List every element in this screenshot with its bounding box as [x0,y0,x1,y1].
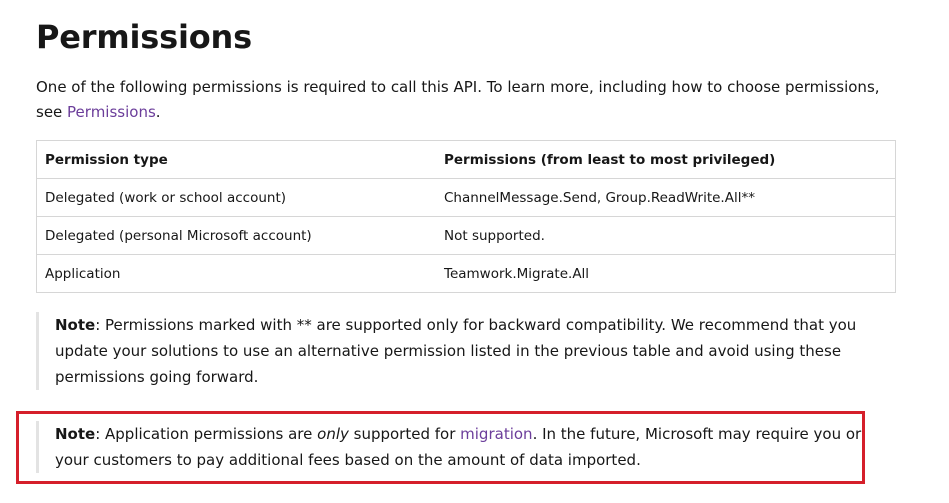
intro-period: . [155,103,161,121]
page-heading: Permissions [36,18,252,56]
note-emphasis: only [317,425,349,443]
intro-text: One of the following permissions is required to call this API. To learn more, including how to choose permissions, see [36,78,880,121]
note-text-middle: supported for [348,425,461,443]
cell-permissions: Not supported. [436,217,896,255]
table-row [37,255,896,293]
permissions-table [36,140,896,293]
cell-permission-type: Delegated (personal Microsoft account) [37,217,437,255]
table-row [37,179,896,217]
cell-permissions: ChannelMessage.Send, Group.ReadWrite.All** [436,179,896,217]
table-row [37,217,896,255]
highlight-box [16,411,865,484]
migration-link[interactable]: migration [460,425,533,443]
note-text-after: . In the future, Microsoft may require you or your customers to pay additional fees based on the amount of data imported. [55,425,862,469]
note-label: Note [55,425,96,443]
intro-paragraph [36,75,896,125]
note-text: : Permissions marked with ** are supported only for backward compatibility. We recommend that you update your solutions to use an alternative permission listed in the previous table and avoid using these permissions going forward. [55,316,857,386]
cell-permission-type: Application [37,255,437,293]
note-backward-compatibility [36,312,893,390]
note-text-before: : Application permissions are [95,425,318,443]
cell-permissions: Teamwork.Migrate.All [436,255,896,293]
header-permission-type: Permission type [37,141,437,179]
table-header-row [37,141,896,179]
cell-permission-type: Delegated (work or school account) [37,179,437,217]
note-label: Note [55,316,96,334]
header-permissions: Permissions (from least to most privileged) [436,141,896,179]
permissions-link[interactable]: Permissions [67,103,156,121]
